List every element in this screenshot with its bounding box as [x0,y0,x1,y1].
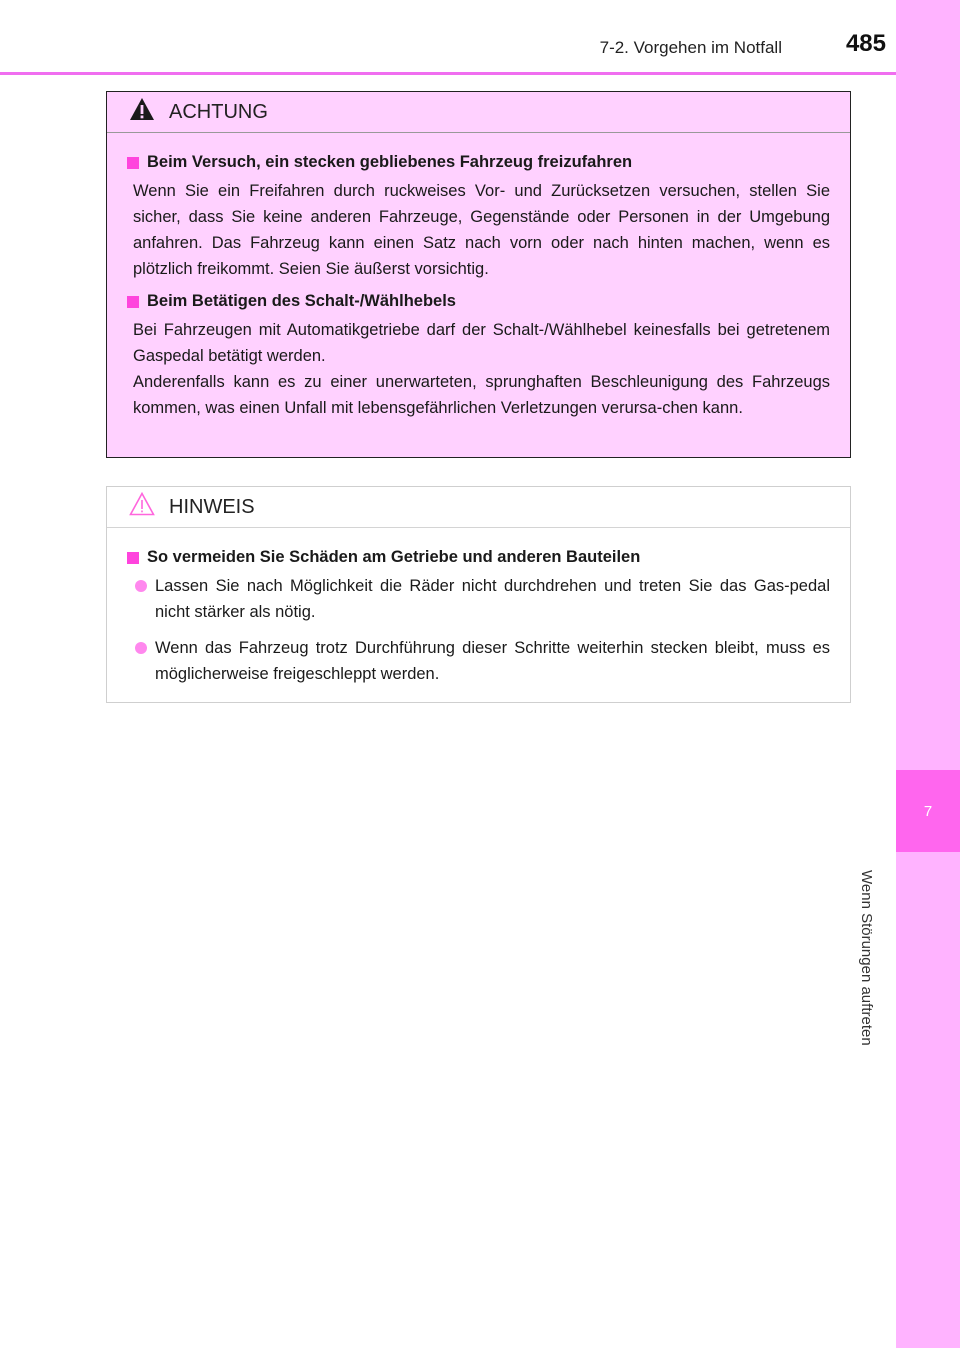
side-strip [896,0,960,1348]
caution-item-heading: Beim Betätigen des Schalt-/Wählhebels [127,292,830,311]
warning-triangle-outline-icon [129,492,155,522]
list-item: Lassen Sie nach Möglichkeit die Räder nicht durchdrehen und treten Sie das Gas-pedal nicht stärker als nötig. [127,573,830,625]
list-item: Wenn das Fahrzeug trotz Durchführung dieser Schritte weiterhin stecken bleibt, muss es möglicherweise freigeschleppt werden. [127,635,830,687]
caution-item-text: Wenn Sie ein Freifahren durch ruckweises Vor- und Zurücksetzen versuchen, stellen Sie sicher, dass Sie keine anderen Fahrzeuge, Gegenstände oder Personen in der Umgebung anfahren. Das Fahrzeug kann einen Satz nach vorn oder nach hinten machen, wenn es plötzlich freikommt. Seien Sie äußerst vorsichtig. [133,182,830,278]
square-bullet-icon [127,296,139,308]
chapter-title: Wenn Störungen auftreten [858,870,875,1046]
square-bullet-icon [127,157,139,169]
chapter-tab[interactable] [896,770,960,852]
caution-title: ACHTUNG [169,100,268,123]
warning-triangle-filled-icon [129,97,155,127]
page-number: 485 [845,30,886,57]
notice-box [106,486,851,703]
caution-item-text: Bei Fahrzeugen mit Automatikgetriebe darf der Schalt-/Wählhebel keinesfalls bei getretenem Gaspedal betätigt werden. Anderenfalls kann es zu einer unerwarteten, sprunghaften Beschleunigung des Fahrzeugs kommen, was einen Unfall mit lebensgefährlichen Verletzungen verursa-chen kann. [133,321,830,417]
notice-title: HINWEIS [169,495,255,518]
header-rule [0,72,896,75]
round-bullet-icon [135,580,147,592]
notice-header [107,487,850,528]
notice-item-heading: So vermeiden Sie Schäden am Getriebe und anderen Bauteilen [127,548,830,567]
section-title: 7-2. Vorgehen im Notfall [599,38,782,57]
caution-body [107,133,850,447]
notice-body [107,528,850,713]
caution-header [107,92,850,133]
chapter-number: 7 [923,802,933,820]
round-bullet-icon [135,642,147,654]
square-bullet-icon [127,552,139,564]
caution-box [106,91,851,458]
caution-item-heading: Beim Versuch, ein stecken gebliebenes Fahrzeug freizufahren [127,153,830,172]
